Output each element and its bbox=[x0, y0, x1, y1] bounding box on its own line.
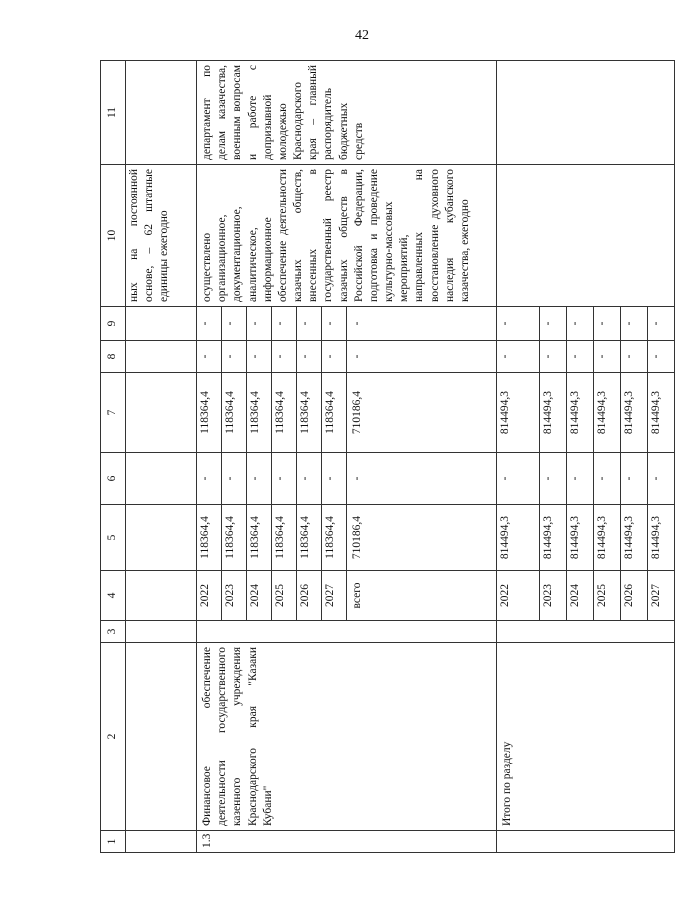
year-cell: 2026 bbox=[297, 571, 322, 621]
regional-cell: 710186,4 bbox=[347, 373, 497, 453]
municipal-cell: - bbox=[567, 341, 594, 373]
regional-cell: 814494,3 bbox=[648, 373, 675, 453]
federal-cell: - bbox=[594, 453, 621, 505]
extrabudget-cell: - bbox=[648, 307, 675, 341]
municipal-cell: - bbox=[621, 341, 648, 373]
year-cell: 2025 bbox=[594, 571, 621, 621]
federal-cell: - bbox=[222, 453, 247, 505]
federal-cell: - bbox=[648, 453, 675, 505]
extrabudget-cell: - bbox=[540, 307, 567, 341]
federal-cell: - bbox=[567, 453, 594, 505]
extrabudget-cell: - bbox=[247, 307, 272, 341]
rotated-table-container bbox=[100, 61, 662, 853]
federal-cell: - bbox=[197, 453, 222, 505]
year-cell: 2022 bbox=[497, 571, 540, 621]
continuation-row bbox=[126, 61, 197, 853]
regional-cell: 118364,4 bbox=[322, 373, 347, 453]
regional-cell: 118364,4 bbox=[197, 373, 222, 453]
extrabudget-cell: - bbox=[347, 307, 497, 341]
municipal-cell: - bbox=[247, 341, 272, 373]
total-cell: 118364,4 bbox=[247, 505, 272, 571]
extrabudget-cell: - bbox=[322, 307, 347, 341]
total-cell: 118364,4 bbox=[297, 505, 322, 571]
extrabudget-cell: - bbox=[222, 307, 247, 341]
year-cell: 2023 bbox=[540, 571, 567, 621]
total-cell: 814494,3 bbox=[621, 505, 648, 571]
federal-cell: - bbox=[621, 453, 648, 505]
extrabudget-cell: - bbox=[594, 307, 621, 341]
regional-cell: 814494,3 bbox=[540, 373, 567, 453]
year-cell: 2024 bbox=[247, 571, 272, 621]
section-executor: департамент по делам казачества, военным вопросам и работе с допризывной молодежью Краснодарского края – главный распорядитель бюджетных средств bbox=[197, 61, 497, 165]
column-number-row bbox=[101, 61, 126, 853]
municipal-cell: - bbox=[297, 341, 322, 373]
regional-cell: 118364,4 bbox=[222, 373, 247, 453]
year-cell: 2027 bbox=[648, 571, 675, 621]
col-num-9: 9 bbox=[101, 307, 126, 341]
municipal-cell: - bbox=[497, 341, 540, 373]
federal-cell: - bbox=[347, 453, 497, 505]
col-num-10: 10 bbox=[101, 165, 126, 307]
col-num-1: 1 bbox=[101, 831, 126, 853]
municipal-cell: - bbox=[540, 341, 567, 373]
regional-cell: 814494,3 bbox=[567, 373, 594, 453]
year-cell: 2023 bbox=[222, 571, 247, 621]
total-cell: 814494,3 bbox=[567, 505, 594, 571]
total-cell: 118364,4 bbox=[322, 505, 347, 571]
col-num-4: 4 bbox=[101, 571, 126, 621]
municipal-cell: - bbox=[347, 341, 497, 373]
section-row bbox=[197, 61, 222, 853]
federal-cell: - bbox=[247, 453, 272, 505]
regional-cell: 814494,3 bbox=[621, 373, 648, 453]
year-cell: 2027 bbox=[322, 571, 347, 621]
regional-cell: 118364,4 bbox=[247, 373, 272, 453]
extrabudget-cell: - bbox=[297, 307, 322, 341]
municipal-cell: - bbox=[222, 341, 247, 373]
federal-cell: - bbox=[497, 453, 540, 505]
total-cell: 118364,4 bbox=[222, 505, 247, 571]
municipal-cell: - bbox=[594, 341, 621, 373]
year-cell: 2026 bbox=[621, 571, 648, 621]
regional-cell: 118364,4 bbox=[297, 373, 322, 453]
col-num-8: 8 bbox=[101, 341, 126, 373]
col-num-2: 2 bbox=[101, 643, 126, 831]
extrabudget-cell: - bbox=[197, 307, 222, 341]
year-cell: 2022 bbox=[197, 571, 222, 621]
page-number: 42 bbox=[355, 28, 369, 43]
regional-cell: 814494,3 bbox=[497, 373, 540, 453]
federal-cell: - bbox=[297, 453, 322, 505]
regional-cell: 118364,4 bbox=[272, 373, 297, 453]
extrabudget-cell: - bbox=[497, 307, 540, 341]
col-num-5: 5 bbox=[101, 505, 126, 571]
col-num-11: 11 bbox=[101, 61, 126, 165]
total-cell: 118364,4 bbox=[272, 505, 297, 571]
municipal-cell: - bbox=[322, 341, 347, 373]
program-table bbox=[100, 60, 675, 853]
extrabudget-cell: - bbox=[567, 307, 594, 341]
total-cell: 814494,3 bbox=[497, 505, 540, 571]
totals-row bbox=[497, 61, 540, 853]
total-cell: 814494,3 bbox=[594, 505, 621, 571]
municipal-cell: - bbox=[272, 341, 297, 373]
year-cell: 2024 bbox=[567, 571, 594, 621]
section-result: осуществлено организационное, документационное, аналитическое, информационное обеспечение деятельности казачьих обществ, внесенных в государственный реестр казачьих обществ в Российской Федерации, подготовка и проведение культурно-массовых мероприятий, направленных на восстановление духовного наследия кубанского казачества, ежегодно bbox=[197, 165, 497, 307]
total-cell: 118364,4 bbox=[197, 505, 222, 571]
federal-cell: - bbox=[540, 453, 567, 505]
extrabudget-cell: - bbox=[272, 307, 297, 341]
year-cell: 2025 bbox=[272, 571, 297, 621]
col-num-3: 3 bbox=[101, 621, 126, 643]
section-number: 1.3 bbox=[197, 831, 497, 853]
total-cell: 814494,3 bbox=[648, 505, 675, 571]
section-name: Финансовое обеспечение деятельности государственного казенного учреждения Краснодарского края "Казаки Кубани" bbox=[197, 643, 497, 831]
totals-label: Итого по разделу bbox=[497, 643, 675, 831]
municipal-cell: - bbox=[648, 341, 675, 373]
continuation-result: ных на постоянной основе, – 62 штатные единицы ежегодно bbox=[126, 165, 197, 307]
municipal-cell: - bbox=[197, 341, 222, 373]
total-cell: 710186,4 bbox=[347, 505, 497, 571]
year-cell: всего bbox=[347, 571, 497, 621]
total-cell: 814494,3 bbox=[540, 505, 567, 571]
col-num-6: 6 bbox=[101, 453, 126, 505]
regional-cell: 814494,3 bbox=[594, 373, 621, 453]
federal-cell: - bbox=[322, 453, 347, 505]
federal-cell: - bbox=[272, 453, 297, 505]
extrabudget-cell: - bbox=[621, 307, 648, 341]
col-num-7: 7 bbox=[101, 373, 126, 453]
